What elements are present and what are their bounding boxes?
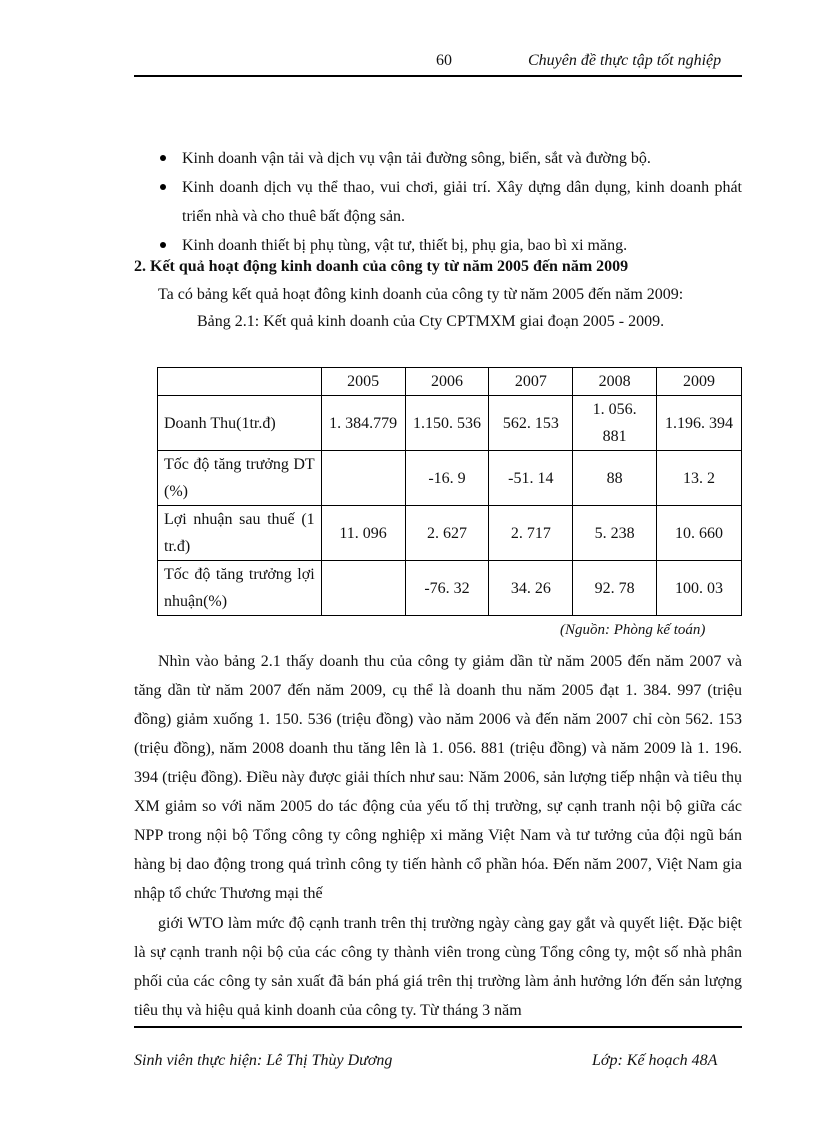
table-header-row <box>158 368 742 396</box>
year-header: 2007 <box>489 368 573 396</box>
header-rule <box>134 75 742 77</box>
row-label: Tốc độ tăng trưởng lợi nhuận(%) <box>158 561 322 616</box>
activity-list <box>158 144 742 260</box>
table-cell: 13. 2 <box>657 451 742 506</box>
year-header: 2009 <box>657 368 742 396</box>
table-cell: -51. 14 <box>489 451 573 506</box>
section-intro: Ta có bảng kết quả hoạt đông kinh doanh của công ty từ năm 2005 đến năm 2009: <box>158 286 684 303</box>
table-cell: 1. 384.779 <box>321 396 405 451</box>
row-label: Doanh Thu(1tr.đ) <box>158 396 322 451</box>
table-cell: -76. 32 <box>405 561 489 616</box>
table-caption: Bảng 2.1: Kết quả kinh doanh của Cty CPTMXM giai đoạn 2005 - 2009. <box>197 313 665 330</box>
footer-class: Lớp: Kế hoạch 48A <box>592 1052 718 1069</box>
list-item: Kinh doanh dịch vụ thể thao, vui chơi, giải trí. Xây dựng dân dụng, kinh doanh phát triển nhà và cho thuê bất động sản. <box>158 173 742 231</box>
bullet-icon <box>160 155 166 161</box>
table-cell: 2. 717 <box>489 506 573 561</box>
row-label: Tốc độ tăng trưởng DT (%) <box>158 451 322 506</box>
table-cell: -16. 9 <box>405 451 489 506</box>
bullet-icon <box>160 242 166 248</box>
table-row <box>158 451 742 506</box>
results-table <box>157 367 742 616</box>
table-cell: 10. 660 <box>657 506 742 561</box>
table-cell: 1. 056. 881 <box>573 396 657 451</box>
bullet-icon <box>160 184 166 190</box>
table-cell: 92. 78 <box>573 561 657 616</box>
table-cell: 1.196. 394 <box>657 396 742 451</box>
table-cell: 34. 26 <box>489 561 573 616</box>
table-cell: 5. 238 <box>573 506 657 561</box>
table-cell: 88 <box>573 451 657 506</box>
table-cell <box>321 451 405 506</box>
table-row <box>158 506 742 561</box>
table-cell: 1.150. 536 <box>405 396 489 451</box>
table-cell: 11. 096 <box>321 506 405 561</box>
table-row <box>158 396 742 451</box>
table-cell: 562. 153 <box>489 396 573 451</box>
year-header: 2008 <box>573 368 657 396</box>
list-item: Kinh doanh thiết bị phụ tùng, vật tư, thiết bị, phụ gia, bao bì xi măng. <box>158 231 742 260</box>
body-paragraph: giới WTO làm mức độ cạnh tranh trên thị trường ngày càng gay gắt và quyết liệt. Đặc biệt là sự cạnh tranh nội bộ của các công ty thành viên trong cùng Tổng công ty, một số nhà phân phối của các công ty sản xuất đã bán phá giá trên thị trường làm ảnh hưởng lớn đến sản lượng tiêu thụ và hiệu quả kinh doanh của công ty. Từ tháng 3 năm <box>134 915 742 1019</box>
table-cell <box>321 561 405 616</box>
row-label: Lợi nhuận sau thuế (1 tr.đ) <box>158 506 322 561</box>
body-paragraph: Nhìn vào bảng 2.1 thấy doanh thu của công ty giảm dần từ năm 2005 đến năm 2007 và tăng dần từ năm 2007 đến năm 2009, cụ thể là doanh thu năm 2005 đạt 1. 384. 997 (triệu đồng) giảm xuống 1. 150. 536 (triệu đồng) vào năm 2006 và đến năm 2007 chỉ còn 562. 153 (triệu đồng), năm 2008 doanh thu tăng lên là 1. 056. 881 (triệu đồng) và năm 2009 là 1. 196. 394 (triệu đồng). Điều này được giải thích như sau: Năm 2006, sản lượng tiếp nhận và tiêu thụ XM giảm so với năm 2005 do tác động của yếu tố thị trường, sự cạnh tranh nội bộ giữa các NPP trong nội bộ Tổng công ty công nghiệp xi măng Việt Nam và tư tưởng của đội ngũ bán hàng bị dao động trong quá trình công ty tiến hành cổ phần hóa. Đến năm 2007, Việt Nam gia nhập tổ chức Thương mại thế <box>134 653 742 902</box>
section-heading: 2. Kết quả hoạt động kinh doanh của công ty từ năm 2005 đến năm 2009 <box>134 258 629 275</box>
table-cell: 2. 627 <box>405 506 489 561</box>
list-item: Kinh doanh vận tải và dịch vụ vận tải đường sông, biển, sắt và đường bộ. <box>158 144 742 173</box>
footer-student: Sinh viên thực hiện: Lê Thị Thùy Dương <box>134 1052 393 1069</box>
page-number: 60 <box>436 52 452 69</box>
table-cell: 100. 03 <box>657 561 742 616</box>
table-corner-cell <box>158 368 322 396</box>
document-title: Chuyên đề thực tập tốt nghiệp <box>528 52 722 69</box>
year-header: 2005 <box>321 368 405 396</box>
table-row <box>158 561 742 616</box>
year-header: 2006 <box>405 368 489 396</box>
table-source: (Nguồn: Phòng kế toán) <box>560 622 706 638</box>
footer-rule <box>134 1026 742 1028</box>
